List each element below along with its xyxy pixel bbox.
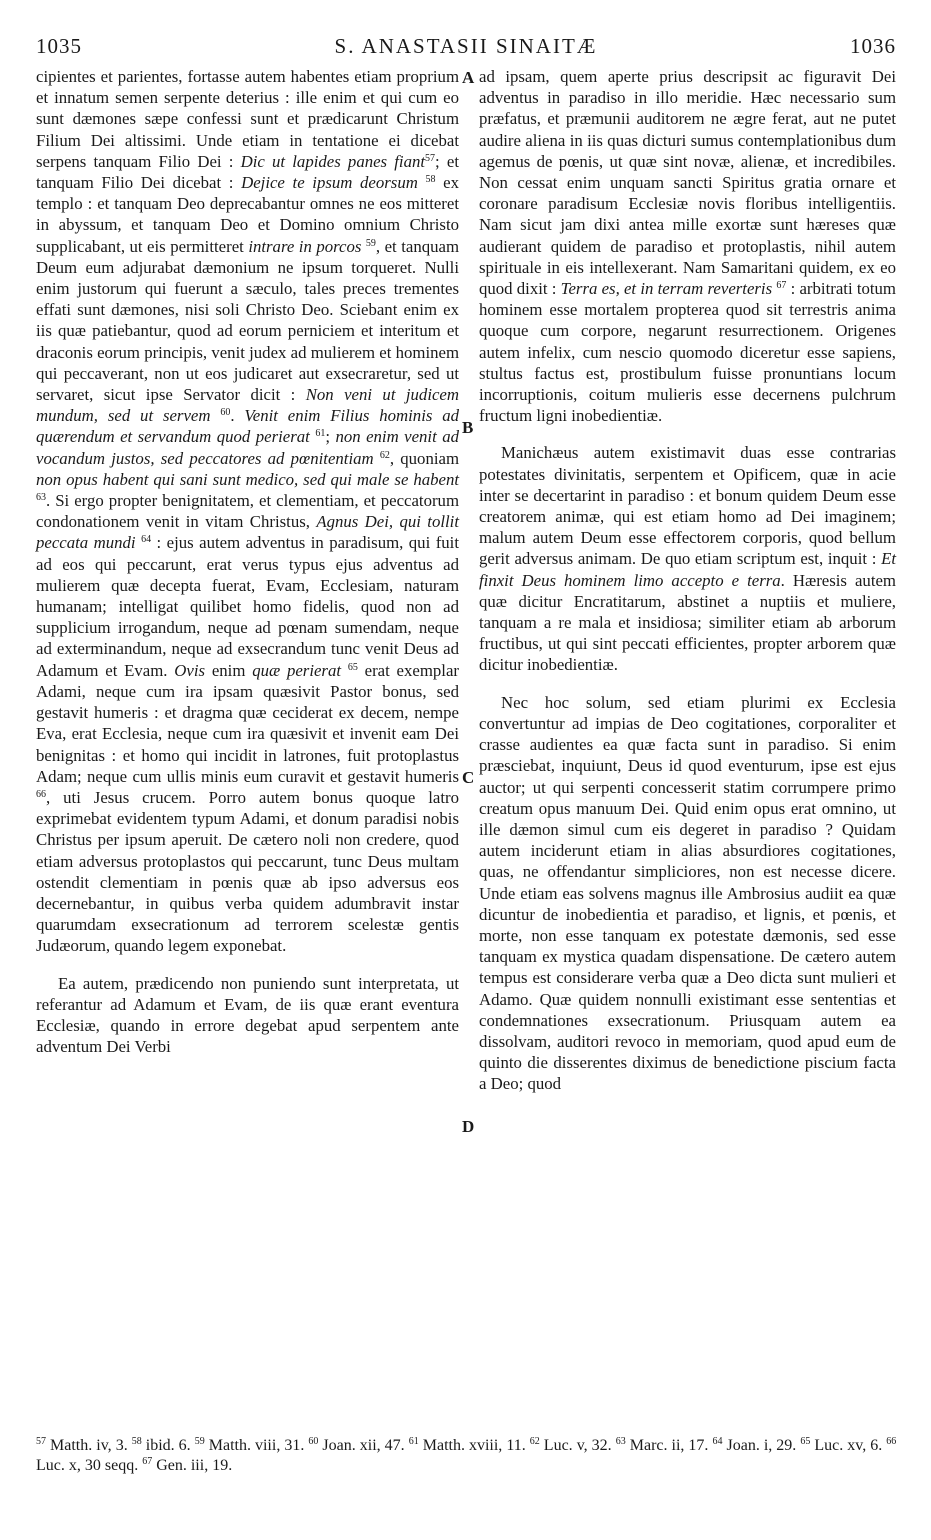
left-column xyxy=(36,66,459,1057)
footnote-item: $^{67}$ Gen. iii, 19. xyxy=(142,1456,233,1474)
right-paragraph-1: ad ipsam, quem aperte prius descripsit ac figuravit Dei adventus in paradiso in illo meridie. Hæc necessario sum præfatus, et præmunii auditorem ne ægre ferat, aut ne putet audire aliena in iis quas dicturi sumus contemplationibus dum agemus de pœnis, ut quæ sint novæ, alienæ, et incredibiles. Non cessat enim unquam sancti Spiritus gratia ornare et coronare paradisum Ecclesiæ novis floribus intelligentiis. Nam sicut jam dixi antea mille exortæ sunt hæreses quæ audierant quidem de paradiso et protoplastis, nihil autem spirituale in eis intellexerant. Nam Samaritani quidem, ex eo quod dixit : Terra es, et in terram reverteris $^{67}$ : arbitrati totum hominem esse mortalem propterea quod sit terrestris anima quoque cum corpore, negarunt resurrectionem. Origenes autem infelix, cum nescio quomodo diceretur esse sapiens, stultus factus est, prostibulum fuisse pronuntians locum incorruptionis, coitum mulieris esse decernens pulchrum fructum ligni inobedientiæ. xyxy=(479,67,896,426)
running-title: S. ANASTASII SINAITÆ xyxy=(334,34,598,58)
right-column xyxy=(479,66,896,1095)
section-marker-d: D xyxy=(462,1117,475,1136)
page-number-right: 1036 xyxy=(850,34,896,58)
right-paragraph-3: Nec hoc solum, sed etiam plurimi ex Ecclesia convertuntur ad impias de Deo cogitationes, corporaliter et crasse audientes ea quæ facta sunt in paradiso. Si enim præsciebat, inquiunt, Deus id quod eventurum, ipse est ejus auctor; ut qui serpenti concesserit statim corrumpere primo creatum opus manuum Dei. Quid enim opus erat omnino, ut ille dæmon simul cum eis degeret in paradiso ? Quidam autem inciderunt etiam in alias absurdiores cogitationes, quas, ne offendantur simpliciores, non est necesse dicere. Unde etiam eas solvens magnus ille Ambrosius audiit ea quæ dicuntur de inobedientia et paradiso, et lignis, et pœnis, et morte, non esse tanquam ex potestate dæmonis, sed esse tanquam ex mystica quadam dispensatione. De cætero autem tempus est considerare verba quæ a Deo dicta sunt mulieri et Adamo. Quæ quidem nonnulli existimant esse sententias et condemnationes exsecrationum. Priusquam autem ea dissolvam, auditori revoco in memoriam, quod apud eum de quinto die disserentes diximus de benedictione piscium facta a Deo; quod xyxy=(479,692,896,1094)
page-number-left: 1035 xyxy=(36,34,82,58)
left-paragraph-2: Ea autem, prædicendo non puniendo sunt interpretata, ut referantur ad Adamum et Evam, de iis quæ erant eventura Ecclesiæ, quando in errore degebat apud serpentem ante adventum Dei Verbi xyxy=(36,973,459,1057)
footnote-item: $^{65}$ Luc. xv, 6. xyxy=(800,1436,883,1454)
footnote-item: $^{57}$ Matth. iv, 3. xyxy=(36,1436,128,1454)
section-marker-a: A xyxy=(462,68,475,87)
footnote-item: $^{64}$ Joan. i, 29. xyxy=(712,1436,797,1454)
footnotes xyxy=(36,1436,896,1476)
left-paragraph-1: cipientes et parientes, fortasse autem habentes etiam proprium et innatum semen serpente deterius : ille enim et qui cum eo sunt dæmones sæpe confessi sunt et prædicarunt Christum Filium Dei altissimi. Unde etiam in tentatione ei dicebat serpens tanquam Filio Dei : Dic ut lapides panes fiant$^{57}$; et tanquam Filio Dei dicebat : Dejice te ipsum deorsum $^{58}$ ex templo : et tanquam Deo deprecabantur omnes ne eos mitteret in abyssum, et tanquam Deo et Domino omnium Christo supplicabant, ut eis permitteret intrare in porcos $^{59}$, et tanquam Deum eum adjurabat dæmonium ne ipsum torqueret. Nulli enim justorum qui fuerunt a sæculo, tales preces trementes effati sunt dæmones, nisi soli Christo Deo. Sciebant enim ex iis quæ patiebantur, quod ad eorum perniciem et interitum et draconis eorum principis, venit judex ad mulierem et hominem qui peccaverant, non ut eos judicaret aut exsecraretur, sed ut servaret, sicut ipse Servator dicit : Non veni ut judicem mundum, sed ut servem $^{60}$. Venit enim Filius hominis ad quærendum et servandum quod perierat $^{61}$; non enim venit ad vocandum justos, sed peccatores ad pœnitentiam $^{62}$, quoniam non opus habent qui sani sunt medico, sed qui male se habent $^{63}$. Si ergo propter benignitatem, et clementiam, et peccatorum condonationem venit in vitam Christus, Agnus Dei, qui tollit peccata mundi $^{64}$ : ejus autem adventus in paradisum, qui fuit ad eos qui peccarunt, erat verus typus ejus adventus ad mulierem quæ decepta fuerat, Evam, Ecclesiam, naturam humanam; intelligat quilibet homo fidelis, quod non ad supplicium irrogandum, neque ad pœnam sumendam, neque ad exterminandum, neque ad exsecrandum tunc venit Deus ad Adamum et Evam. Ovis enim quæ perierat $^{65}$ erat exemplar Adami, neque cum ira ipsam quæsivit Pastor bonus, sed gestavit humeris : et dragma quæ ceciderat ex decem, nempe Eva, erat Ecclesia, neque cum ira quæsivit et invenit eam Dei benignitas : et homo qui incidit in latrones, fuit protoplastus Adam; neque cum ullis minis eum curavit et gestavit humeris $^{66}$, uti Jesus crucem. Porro autem bonus quoque latro exprimebat evidentem typum Adami, et donum paradisi nobis Christus per ipsum aperuit. De cætero noli non credere, quod etiam adversus protoplastos qui peccarunt, tunc Deus multam ostendit clementiam in pœnis quæ ab ipso adversus eos decernebantur, in quibus verba quidem adumbravit instar quarumdam exsecrationum ad terrorem scelestæ gentis Judæorum, quando legem exponebat. xyxy=(36,67,460,956)
section-marker-b: B xyxy=(462,418,474,437)
section-marker-c: C xyxy=(462,768,475,787)
right-paragraph-2: Manichæus autem existimavit duas esse contrarias potestates divinitatis, serpentem et Opificem, quæ in acie inter se decertarint in paradiso : et bonum quidem Deum esse creatorem animæ, qui est etiam homo ad Dei imaginem; malum autem Deum esse effectorem corporis, quod bellum gerit adversus animam. De quo etiam scriptum est, inquit : Et finxit Deus hominem limo accepto e terra. Hæresis autem quæ dicitur Encratitarum, abstinet a nuptiis et muliere, tanquam a re mala et insidiosa; similiter etiam ab arborum fructibus, ut qui sint peccati efficientes, propter arborem quæ dicitur inobedientiæ. xyxy=(479,443,896,675)
footnote-item: $^{62}$ Luc. v, 32. xyxy=(529,1436,612,1454)
footnote-item: $^{63}$ Marc. ii, 17. xyxy=(615,1436,709,1454)
page-header xyxy=(36,34,896,64)
footnote-item: $^{66}$ Luc. x, 30 seqq. xyxy=(36,1436,897,1474)
footnote-item: $^{59}$ Matth. viii, 31. xyxy=(194,1436,305,1454)
footnote-item: $^{60}$ Joan. xii, 47. xyxy=(308,1436,405,1454)
footnote-item: $^{58}$ ibid. 6. xyxy=(131,1436,191,1454)
footnote-item: $^{61}$ Matth. xviii, 11. xyxy=(408,1436,526,1454)
